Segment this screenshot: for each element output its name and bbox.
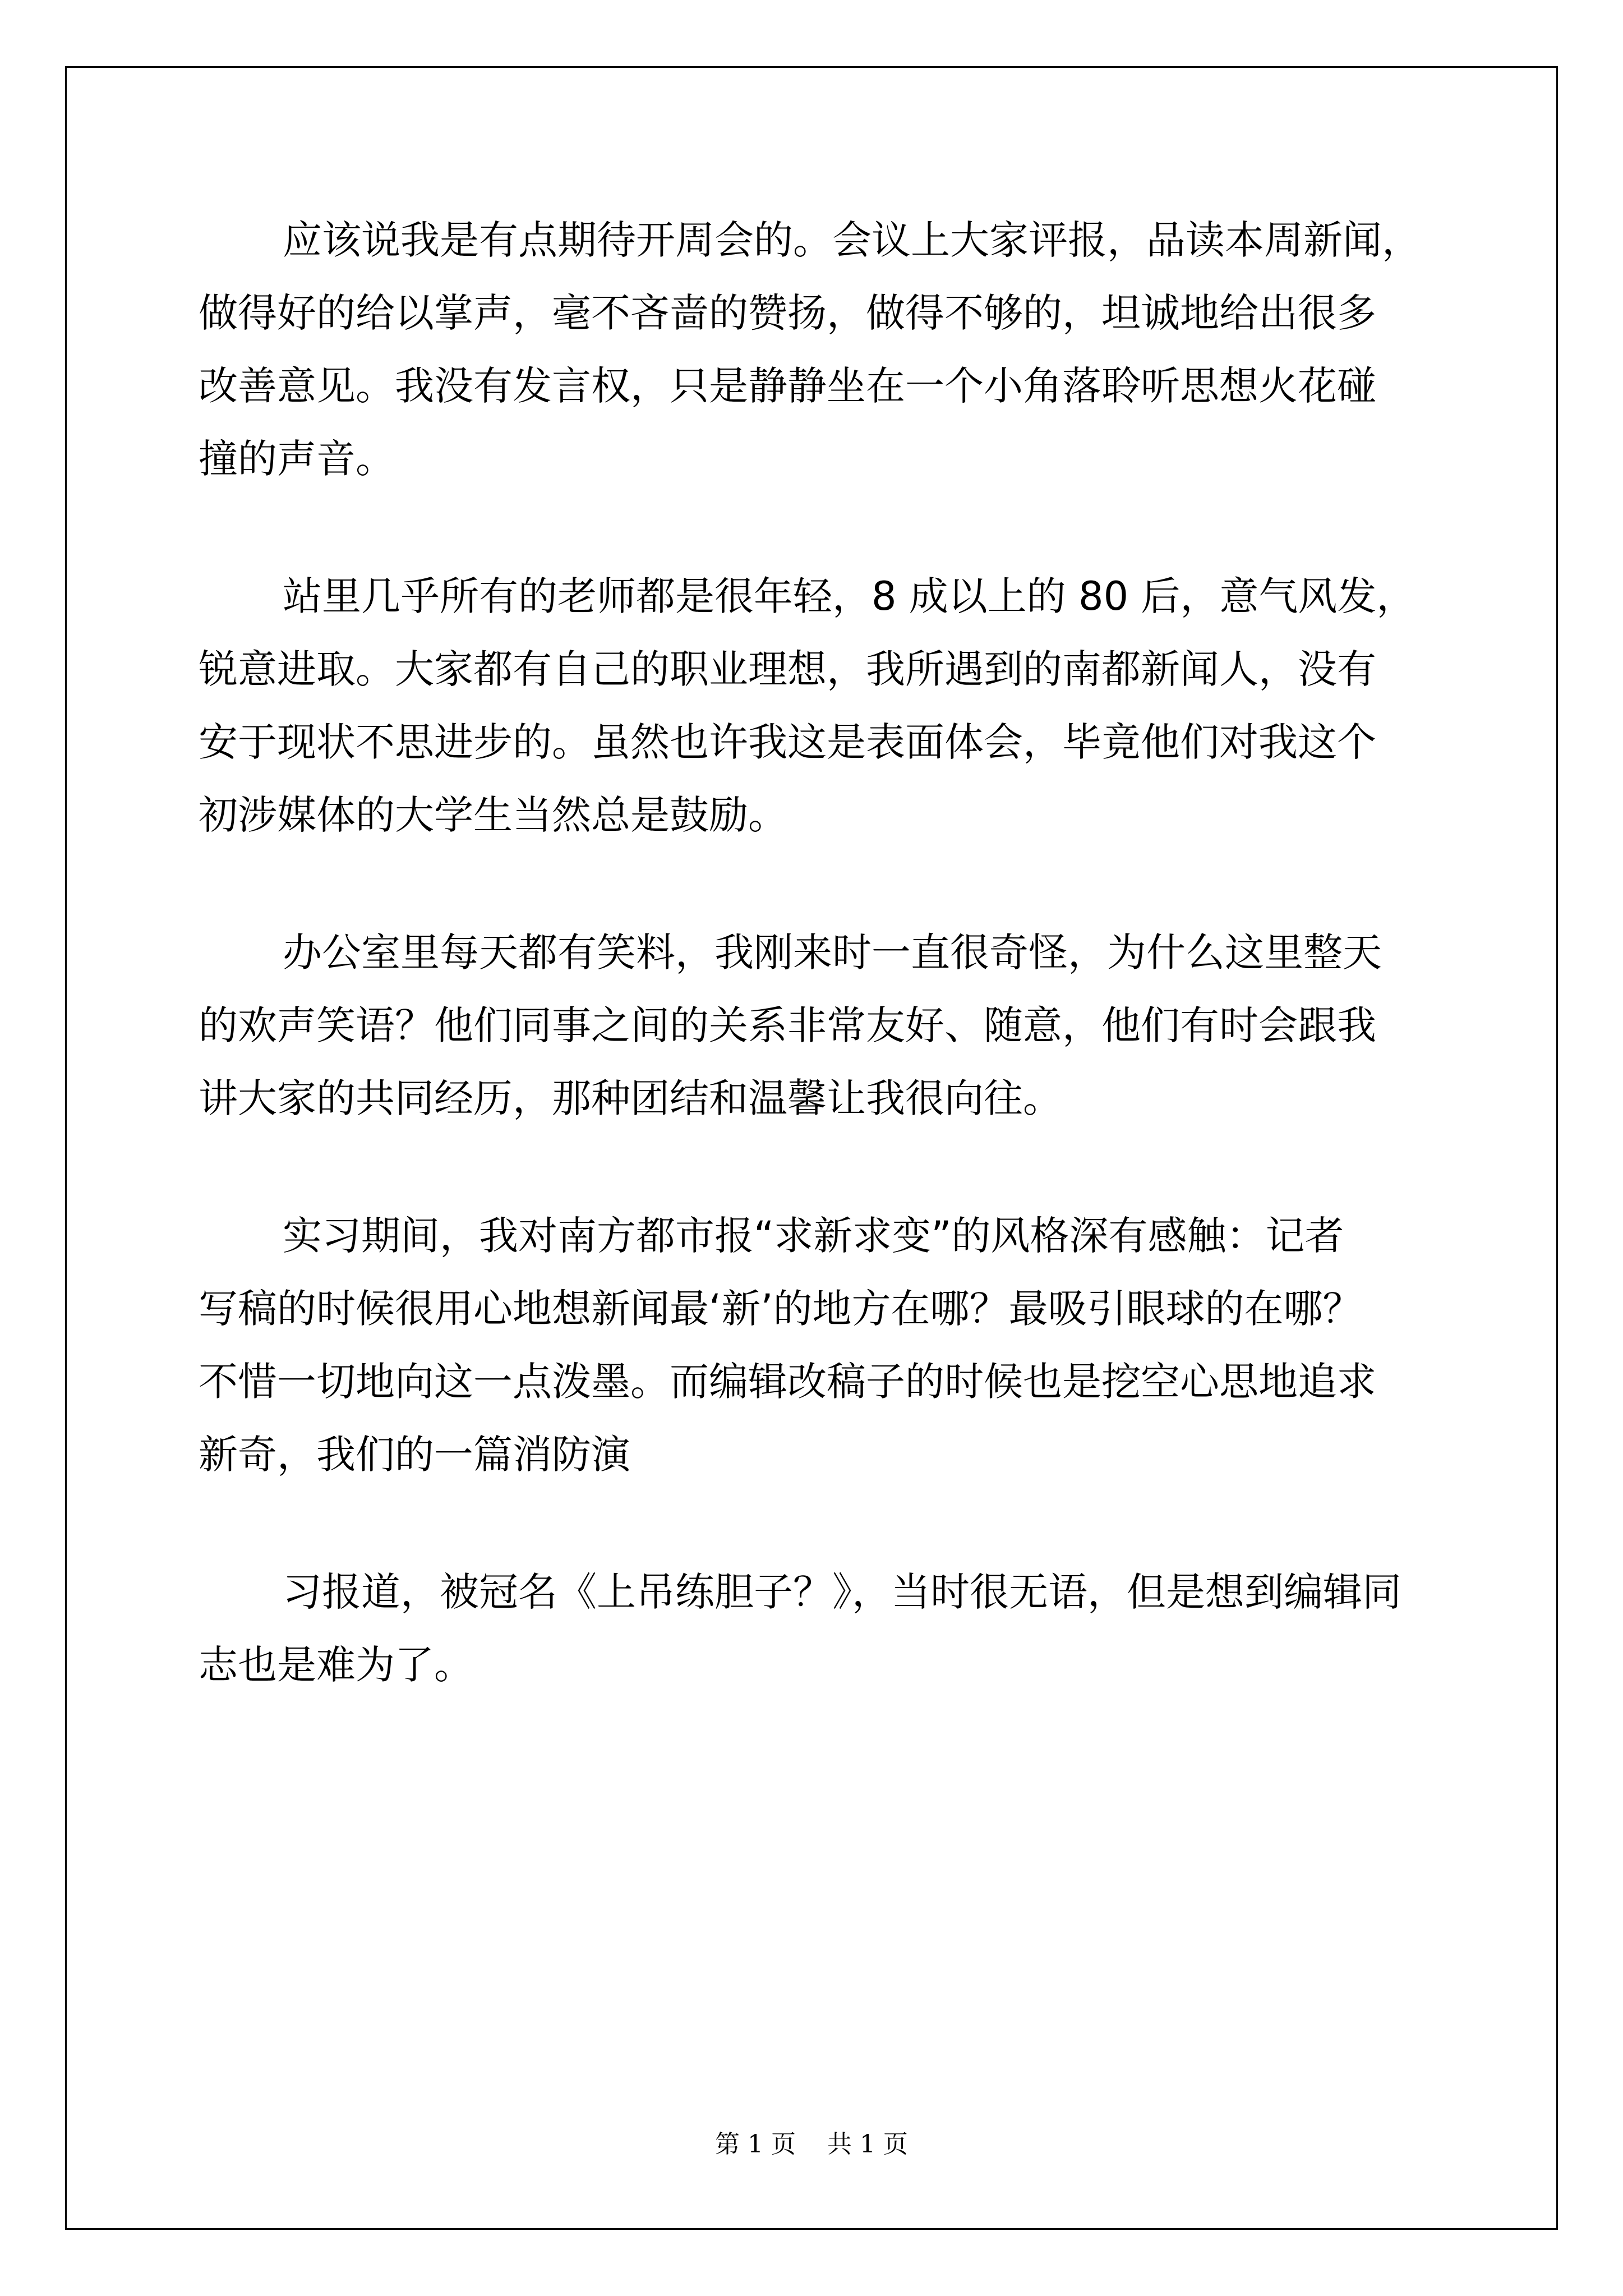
paragraph-5	[199, 1556, 1461, 1701]
paragraph-4	[199, 1199, 1461, 1491]
paragraph-2	[199, 560, 1461, 852]
page-number-footer: 第 1 页 共 1 页	[715, 2130, 908, 2159]
text-line: 实习期间，我对南方都市报“求新求变”的风格深有感触：记者	[283, 1213, 1344, 1259]
text-line: 的欢声笑语？他们同事之间的关系非常友好、随意，他们有时会跟我	[199, 1002, 1376, 1048]
paragraph-1	[199, 204, 1461, 495]
text-line: 改善意见。我没有发言权，只是静静坐在一个小角落聆听思想火花碰	[199, 363, 1376, 409]
text-line: 不惜一切地向这一点泼墨。而编辑改稿子的时候也是挖空心思地追求	[199, 1359, 1376, 1405]
text-line: 办公室里每天都有笑料，我刚来时一直很奇怪，为什么这里整天	[283, 930, 1382, 976]
text-line: 初涉媒体的大学生当然总是鼓励。	[199, 792, 787, 838]
text-line: 志也是难为了。	[199, 1642, 473, 1688]
text-line: 讲大家的共同经历，那种团结和温馨让我很向往。	[199, 1075, 1062, 1121]
paragraph-3	[199, 916, 1461, 1135]
text-line: 安于现状不思进步的。虽然也许我这是表面体会，毕竟他们对我这个	[199, 719, 1376, 765]
text-line: 应该说我是有点期待开周会的。会议上大家评报，品读本周新闻，	[283, 217, 1421, 263]
text-line: 撞的声音。	[199, 436, 395, 482]
text-line: 做得好的给以掌声，毫不吝啬的赞扬，做得不够的，坦诚地给出很多	[199, 290, 1376, 336]
text-line: 新奇，我们的一篇消防演	[199, 1432, 630, 1478]
document-body	[199, 204, 1461, 1766]
text-line: 写稿的时候很用心地想新闻最‘新’的地方在哪？最吸引眼球的在哪？	[199, 1286, 1362, 1332]
text-line: 习报道，被冠名《上吊练胆子？》，当时很无语，但是想到编辑同	[283, 1569, 1401, 1615]
text-line: 锐意进取。大家都有自己的职业理想，我所遇到的南都新闻人，没有	[199, 646, 1376, 692]
text-line: 站里几乎所有的老师都是很年轻，8 成以上的 80 后，意气风发，	[283, 573, 1416, 619]
